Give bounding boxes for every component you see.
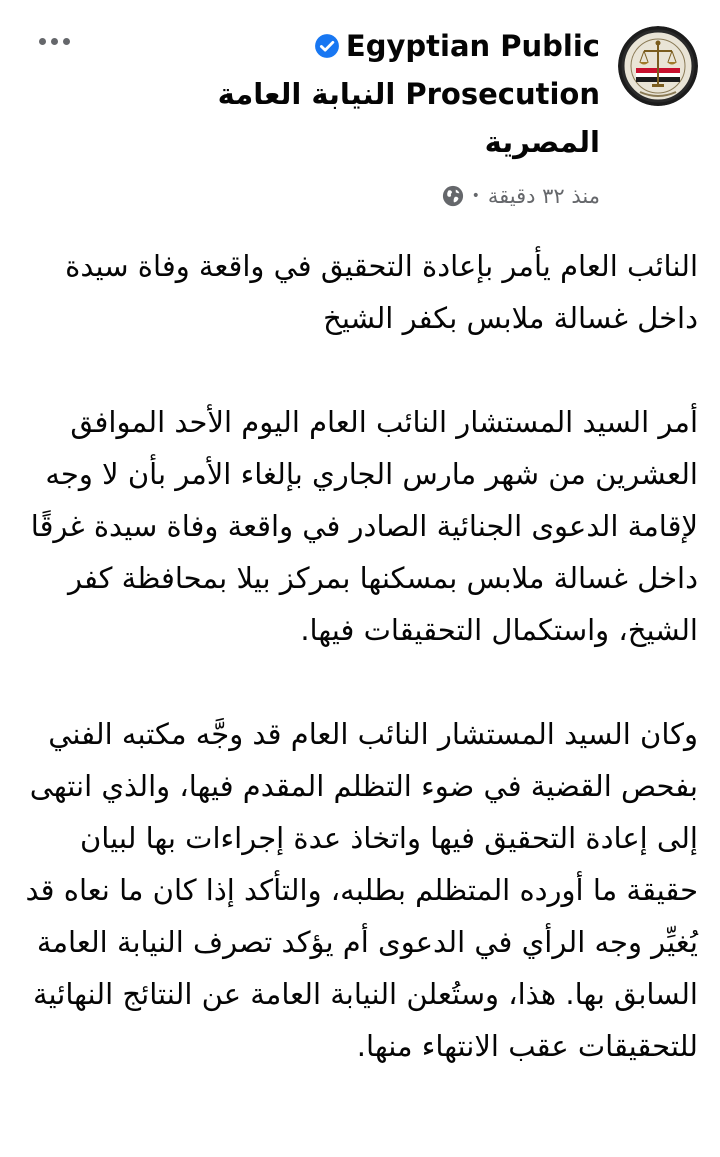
page-name-line-1	[200, 22, 600, 70]
post-header	[0, 0, 720, 230]
more-options-icon	[39, 38, 46, 45]
post-paragraph-order: أمر السيد المستشار النائب العام اليوم الأحد الموافق العشرين من شهر مارس الجاري بإلغاء الأمر بأن لا وجه لإقامة الدعوى الجنائية الصادر في واقعة وفاة سيدة غرقًا داخل غسالة ملابس بمسكنها بمركز بيلا بمحافظة كفر الشيخ، واستكمال التحقيقات فيها.	[30, 405, 698, 647]
more-options-button[interactable]	[32, 26, 76, 56]
globe-icon[interactable]	[442, 185, 464, 207]
page-name[interactable]	[200, 22, 600, 166]
verified-badge-icon	[314, 33, 340, 59]
post-timestamp[interactable]: منذ ٣٢ دقيقة	[487, 184, 600, 208]
page-name-line-2: Prosecution النيابة العامة	[217, 77, 600, 111]
page-name-text-1: Egyptian Public	[345, 29, 600, 63]
meta-separator: •	[471, 188, 480, 204]
post-paragraph-headline: النائب العام يأمر بإعادة التحقيق في واقعة وفاة سيدة داخل غسالة ملابس بكفر الشيخ	[65, 249, 698, 335]
more-options-icon-dot	[63, 38, 70, 45]
avatar[interactable]	[618, 26, 698, 106]
scales-of-justice-seal-icon	[618, 26, 698, 106]
post-body	[22, 240, 698, 1072]
post-paragraph-details: وكان السيد المستشار النائب العام قد وجَّه مكتبه الفني بفحص القضية في ضوء التظلم المقدم فيها، والذي انتهى إلى إعادة التحقيق فيها واتخاذ عدة إجراءات بها لبيان حقيقة ما أورده المتظلم بطلبه، والتأكد إذا كان ما نعاه قد يُغيِّر وجه الرأي في الدعوى أم يؤكد تصرف النيابة العامة السابق بها. هذا، وستُعلن النيابة العامة عن النتائج النهائية للتحقيقات عقب الانتهاء منها.	[25, 717, 698, 1063]
page-name-line-3: المصرية	[484, 125, 600, 159]
post-meta	[442, 184, 600, 208]
more-options-icon-dot	[51, 38, 58, 45]
